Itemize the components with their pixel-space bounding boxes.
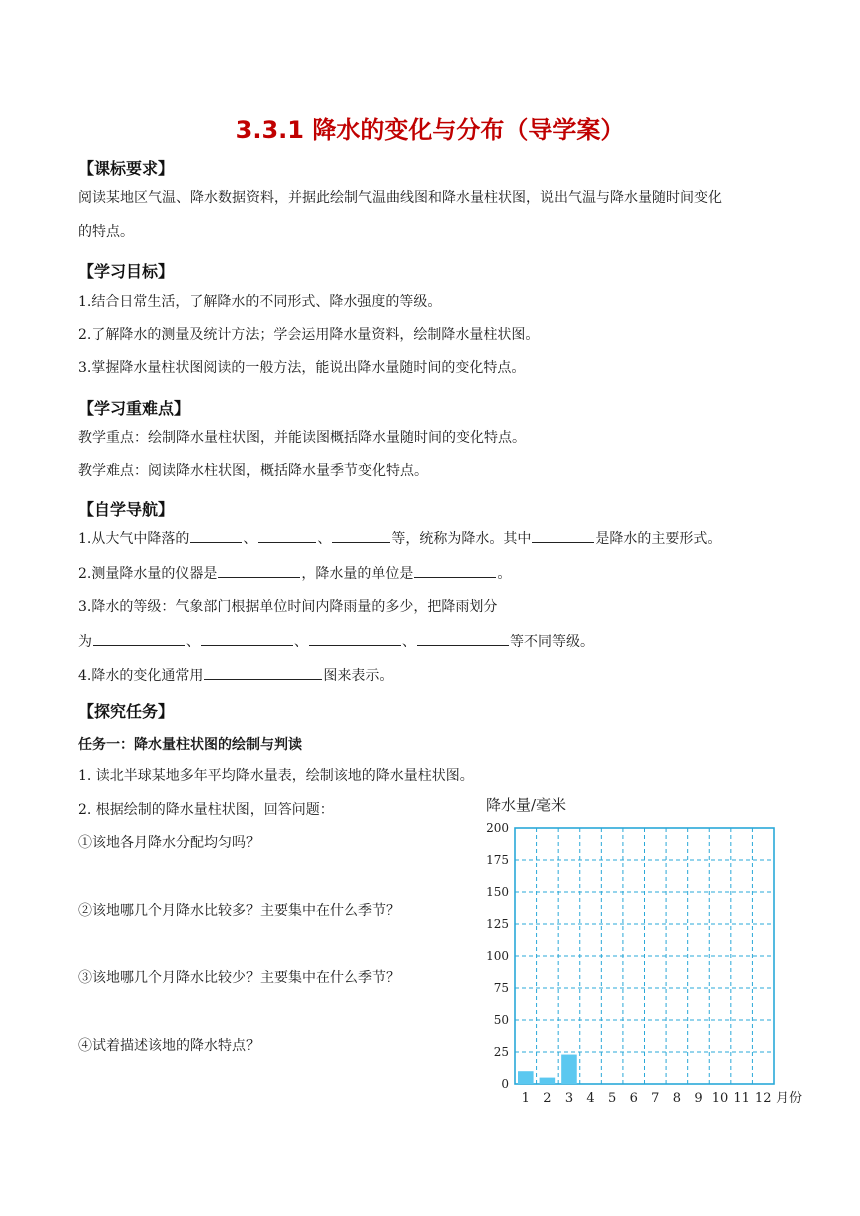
answer-blank[interactable]	[190, 528, 242, 543]
answer-blank[interactable]	[417, 631, 509, 646]
q2-text-b: ，降水量的单位是	[301, 566, 414, 582]
q3-text-a: 为	[78, 634, 92, 650]
answer-blank[interactable]	[532, 528, 594, 543]
mubiao-line-1: 1.结合日常生活，了解降水的不同形式、降水强度的等级。	[78, 294, 442, 310]
answer-blank[interactable]	[414, 563, 496, 578]
answer-blank[interactable]	[201, 631, 293, 646]
kebiao-line-2: 的特点。	[78, 224, 134, 240]
chart-bar-month-3	[561, 1055, 577, 1084]
chart-bar-month-1	[518, 1071, 534, 1084]
zixue-question-2	[78, 563, 511, 584]
q4-text-a: 4.降水的变化通常用	[78, 668, 204, 684]
q1-text-a: 1.从大气中降落的	[78, 531, 190, 547]
section-heading-zixue: 【自学导航】	[78, 500, 175, 519]
chart-x-tick-label: 7	[651, 1091, 660, 1106]
chart-x-tick-label: 1	[521, 1091, 530, 1106]
chart-y-tick-label: 75	[493, 981, 509, 995]
chart-x-tick-label: 11	[733, 1091, 750, 1106]
chart-x-tick-label: 4	[586, 1091, 595, 1106]
task-question-4: ④试着描述该地的降水特点？	[78, 1038, 260, 1054]
chart-bar-month-2	[540, 1078, 556, 1084]
chart-y-tick-label: 150	[486, 885, 509, 899]
section-heading-zhongnan: 【学习重难点】	[78, 399, 191, 418]
kebiao-line-1: 阅读某地区气温、降水数据资料，并据此绘制气温曲线图和降水量柱状图，说出气温与降水量随时间变化	[78, 190, 722, 206]
q2-text-a: 2.测量降水量的仪器是	[78, 566, 218, 582]
answer-blank[interactable]	[218, 563, 300, 578]
task-item-2: 2. 根据绘制的降水量柱状图，回答问题：	[78, 802, 334, 818]
chart-x-tick-label: 2	[543, 1091, 552, 1106]
chart-x-tick-label: 5	[607, 1091, 617, 1106]
section-heading-kebiao: 【课标要求】	[78, 159, 175, 178]
zhongnan-line-2: 教学难点：阅读降水柱状图，概括降水量季节变化特点。	[78, 463, 428, 479]
task-question-2: ②该地哪几个月降水比较多？主要集中在什么季节？	[78, 903, 400, 919]
mubiao-line-2: 2.了解降水的测量及统计方法；学会运用降水量资料，绘制降水量柱状图。	[78, 327, 540, 343]
chart-x-tick-label: 8	[672, 1091, 682, 1106]
chart-x-tick-label: 10	[711, 1091, 729, 1106]
chart-y-tick-label: 200	[486, 821, 509, 835]
q3-text-b: 等不同等级。	[510, 634, 594, 650]
zixue-question-4	[78, 665, 393, 686]
zixue-question-3-line-1: 3.降水的等级：气象部门根据单位时间内降雨量的多少，把降雨划分	[78, 599, 498, 615]
chart-y-tick-label: 0	[501, 1077, 509, 1091]
chart-x-tick-label: 9	[694, 1091, 703, 1106]
task-question-3: ③该地哪几个月降水比较少？主要集中在什么季节？	[78, 970, 400, 986]
chart-x-axis-label: 月份	[776, 1091, 803, 1106]
page-title: 3.3.1 降水的变化与分布（导学案）	[235, 116, 625, 144]
q1-text-c: 是降水的主要形式。	[595, 531, 722, 547]
answer-blank[interactable]	[332, 528, 390, 543]
zixue-question-3-line-2	[78, 631, 594, 652]
chart-x-tick-label: 3	[564, 1091, 574, 1106]
chart-y-tick-label: 175	[486, 853, 509, 867]
q1-sep-1: 、	[243, 531, 258, 547]
q1-sep-2: 、	[317, 531, 332, 547]
task-one-title: 任务一：降水量柱状图的绘制与判读	[78, 737, 302, 753]
chart-y-tick-label: 125	[486, 917, 509, 931]
chart-y-tick-label: 100	[486, 949, 509, 963]
answer-blank[interactable]	[258, 528, 316, 543]
chart-svg	[480, 792, 810, 1112]
task-question-1: ①该地各月降水分配均匀吗？	[78, 835, 260, 851]
answer-blank[interactable]	[309, 631, 401, 646]
q1-text-b: 等，统称为降水。其中	[391, 531, 532, 547]
q4-text-b: 图来表示。	[323, 668, 394, 684]
q2-text-c: 。	[497, 566, 512, 582]
section-heading-tanjiu: 【探究任务】	[78, 702, 175, 721]
answer-blank[interactable]	[204, 665, 322, 680]
section-heading-mubiao: 【学习目标】	[78, 262, 175, 281]
chart-y-tick-label: 25	[493, 1045, 509, 1059]
chart-y-tick-label: 50	[493, 1013, 509, 1027]
task-item-1: 1. 读北半球某地多年平均降水量表，绘制该地的降水量柱状图。	[78, 768, 474, 784]
zixue-question-1	[78, 528, 721, 549]
q3-sep-1: 、	[186, 634, 200, 650]
q3-sep-2: 、	[294, 634, 308, 650]
chart-x-tick-label: 6	[629, 1091, 638, 1106]
chart-x-tick-label: 12	[754, 1091, 772, 1106]
precipitation-bar-chart	[480, 792, 810, 1112]
zhongnan-line-1: 教学重点：绘制降水量柱状图，并能读图概括降水量随时间的变化特点。	[78, 430, 526, 446]
answer-blank[interactable]	[93, 631, 185, 646]
q3-sep-3: 、	[402, 634, 416, 650]
mubiao-line-3: 3.掌握降水量柱状图阅读的一般方法，能说出降水量随时间的变化特点。	[78, 360, 526, 376]
chart-y-axis-label: 降水量/毫米	[486, 796, 567, 814]
